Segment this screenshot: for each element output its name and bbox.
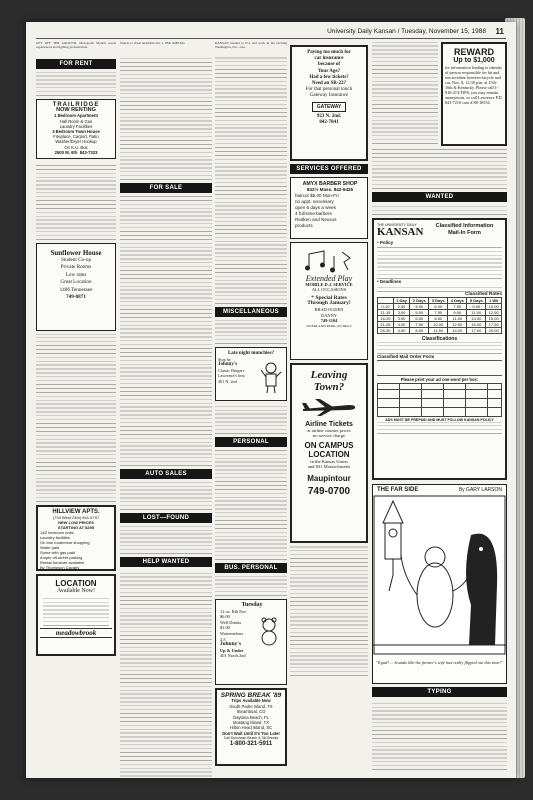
rates-cell: 12.50 [448,322,467,328]
rates-col-header: 3 Days [429,298,448,304]
rates-heading: Classified Rates [464,292,502,297]
ad-line: Your Age? [317,68,341,74]
ad-address: 923 N. 2nd. [316,113,342,119]
ad-bullet: Water paid [40,545,60,550]
ad-bullet: Laundry facilities [40,535,70,540]
chef-illustration [260,360,282,394]
ad-title: Leaving [310,369,348,381]
ad-line: Trips Available Now [231,698,271,704]
ad-phone: 749-0700 [307,486,351,497]
rates-cell: 15.00 [467,322,486,328]
ad-bullet: On bus route/near shopping [40,540,90,545]
meadowbrook-location-ad [36,574,116,656]
policy-text [377,245,502,279]
ad-title: Extended Play [305,274,353,283]
maupintour-logo: Maupintour [307,474,351,483]
ad-line: $1.00 [220,625,230,631]
top-right-area [372,42,507,146]
classified-text: GET OFF THE GROUND. Metropolis Models needs experienced and fighting professionals. [36,42,116,49]
prepaid-notice: ADS MUST BE PREPAID AND MUST FOLLOW KANSAN POLICY [385,418,494,422]
ad-line: Gateway Insurance [309,93,349,99]
ad-line: ALL OCCASIONS [311,287,347,293]
rates-cell: 7.50 [429,310,448,316]
ad-bullet: 4 full-time barbers [295,211,332,216]
ad-line: Daytona Beach, FL [233,714,269,720]
print-instruction: Please print your ad one word per box: [400,377,479,382]
gateway-logo: GATEWAY [312,102,346,112]
rates-cell: 4.50 [410,304,429,310]
ad-line: BRAD OGDEN [314,306,344,312]
classified-text-block [120,570,212,778]
form-subheading: Mail-In Form [448,229,481,236]
ad-address: 401 N. 2nd [218,378,237,384]
ad-body: for information leading to identity of person responsible for hit and run accident between bicycle and car, Nov. 8, 12:30 p.m. at 15th-16th & Kentucky. Please call 1-816-474-TIPS, you may remain anonymous, or call Lawrence P.D. 841-7210 case # 88-10554. [445,65,503,105]
ad-bullet: Some with gas paid [40,550,75,555]
rates-col-header: 4 Days [448,298,467,304]
ad-address: 842½ Mass. 842-9425 [306,187,354,192]
ad-line: Stop by [218,356,231,362]
ad-line: Washer/Dryer Hookup [55,139,97,145]
kansan-logo [377,223,427,238]
masthead-date: University Daily Kansan / Tuesday, November 15, 1988 [327,28,486,35]
ad-title: Late night munchies? [227,351,275,356]
ad-address: 1406 Tennessee [59,286,93,293]
ad-bullet: By Thompson Cavalry [40,565,80,570]
section-head-wanted: WANTED [372,192,507,202]
far-side-comic [372,484,507,684]
ad-line: South Padre Island, TX [229,703,273,709]
form-header [377,223,502,238]
rates-cell: 3.50 [393,316,409,322]
sunflower-house-ad [36,243,116,331]
ad-line: 3 Bedroom Town House [52,129,100,135]
rates-table [377,297,502,334]
rates-cell: 5.50 [410,310,429,316]
classifications-heading: Classifications [421,336,458,342]
trailridge-logo: TRAILRIDGE [52,102,100,108]
ad-bullet: Redken and Nexxus [295,217,337,222]
extended-play-dj-ad [290,242,368,360]
rates-col-header: 1 Day [393,298,409,304]
classified-text-block [36,72,116,96]
rates-cell: 10.00 [486,304,502,310]
ad-line: * Special Rates [311,294,347,301]
hillview-apts-ad [36,505,116,571]
section-head-personal: PERSONAL [215,437,287,447]
ad-line: NEW LOW PRICES [58,520,94,525]
rates-cell: 6.50 [410,316,429,322]
form-heading: Classified Information [435,223,494,229]
ad-phone: 842-7841 [319,120,339,126]
ad-line: Mustang Island, TX [232,720,269,726]
rates-col-header: 2 Days [410,298,429,304]
meadowbrook-logo: meadowbrook [40,628,112,638]
classified-text-block [372,700,507,770]
ad-bullet: open 6 days a week [295,205,336,210]
cartoon-bear-illustration [256,616,282,646]
music-notes-icon [304,248,354,274]
classified-text-block [372,42,438,144]
ad-line: Had a few tickets? [309,74,349,80]
trailridge-ad [36,99,116,159]
ad-line: Johnny's [218,362,238,368]
ad-line: On K.U. Bus [64,144,88,150]
spring-break-ad [215,688,287,766]
ad-subtitle: MOBILE D.J. SERVICE [305,281,353,287]
rates-cell: 8.50 [429,316,448,322]
reward-ad [441,42,507,146]
ad-title: REWARD [454,47,494,57]
ad-title: LOCATION [55,579,97,588]
ad-phone: 843-7333 [79,149,98,155]
comic-header [373,485,506,495]
ad-bullet: Ample off-street parking [40,555,83,560]
kansan-kicker: THE UNIVERSITY DAILY [377,223,417,227]
rates-body [378,304,502,334]
ad-line: no service charge [312,433,346,438]
ad-phone: 749-1104 [320,318,338,324]
ad-line: Call Sunchase Beach & Ski Breaks [223,736,279,741]
section-head-auto-sales: AUTO SALES [120,469,212,479]
section-head-services-offered: SERVICES OFFERED [290,164,368,174]
ad-line: Paying too much for [307,50,351,55]
maupintour-travel-ad [290,363,368,543]
section-head-for-rent: FOR RENT [36,59,116,69]
classified-text: WALK to class! Available Jan. 1. 1BR, $280/Mo. [120,42,186,45]
classified-text-block [372,205,507,215]
johnnys-burgers-ad [215,347,287,401]
section-head-help-wanted: HELP WANTED [120,557,212,567]
rates-cell: 13.00 [467,316,486,322]
column-5 [372,42,507,770]
rates-cell: 0-10 [378,304,394,310]
name-address-fields[interactable] [377,360,502,376]
ad-title: Tuesday [241,602,263,608]
rates-cell: 9.00 [467,304,486,310]
column-4 [290,42,368,770]
ad-line: STARTING AT $295 [57,525,95,530]
column-1 [36,42,116,770]
ad-bullet: no appt. necessary [295,199,334,204]
newspaper-page [26,22,516,778]
rates-cell: 12.50 [486,310,502,316]
ad-line: For that personal touch [305,87,353,93]
rates-cell: 11-15 [378,310,394,316]
rates-cell: 7.50 [410,322,429,328]
rates-cell: 2.50 [393,304,409,310]
ad-line: $6.00 [220,614,230,620]
johnnys-tuesday-ad [215,599,287,685]
classified-text-block [36,162,116,240]
ad-title: Sunflower House [50,249,102,257]
ad-line: because of [317,62,341,68]
ad-phone: 1-800-321-5911 [229,740,273,747]
rates-cell: 11.00 [467,310,486,316]
ad-line: Lawrence's best [218,373,245,379]
rates-cell: 4.00 [393,322,409,328]
ad-phone: (733 West 24th) 841-5797 [52,515,100,520]
classified-text-block [215,404,287,434]
rates-cell: 17.00 [467,328,486,334]
rates-cell: 20.00 [486,328,502,334]
ad-bullet: products [295,223,313,228]
classified-text-block [290,546,368,676]
classified-text-block [215,450,287,560]
ad-line: Great Location [60,279,92,286]
ad-line: LOCATION [308,450,350,459]
ad-line: ON CAMPUS [304,441,354,450]
mail-order-heading: Classified Mail Order Form [377,354,435,359]
ad-line: in the Kansas Union [310,459,348,464]
classified-text-block [120,526,212,554]
rates-cell: 7.50 [448,304,467,310]
rates-cell: 3.00 [393,310,409,316]
ad-line: DANNY [321,312,337,318]
rates-cell: 9.00 [448,310,467,316]
ad-address: 401 North 2nd [220,653,246,659]
ad-line: Student Co-op [60,257,92,263]
rates-cell: 11.50 [429,328,448,334]
ad-line: 2.5 [220,636,226,642]
ad-line: Need an SR-22? [311,81,347,87]
ad-bullet: Rental furniture available [40,560,85,565]
rates-cell: 6.00 [429,304,448,310]
word-box-grid[interactable] [377,383,502,417]
classified-text-block [36,334,116,502]
rates-cell: 15.00 [486,316,502,322]
classifications-list [377,342,502,354]
gateway-insurance-ad [290,45,368,161]
rates-cell: 26-30 [378,328,394,334]
ad-line: Airline Tickets [305,421,353,428]
classified-text-block [372,149,507,189]
rates-col-header: 1 Wk [486,298,502,304]
reward-amount: Up to $1,000 [453,57,495,64]
rates-cell: 4.50 [393,328,409,334]
ad-line: Watermelons [220,630,244,636]
classified-text-block [120,58,212,180]
ad-line: and 831 Massachusetts [307,464,351,469]
rates-header-row [378,298,502,304]
rates-row [378,328,502,334]
ad-bullet: haircut $5.00 Mon-Fri [295,193,339,198]
classified-text-block [215,576,287,596]
rates-cell: 11.00 [448,316,467,322]
rates-cell: 10.00 [429,322,448,328]
section-head-bus-personal: BUS. PERSONAL [215,563,287,573]
ad-line: Don't Wait Until It's Too Late! [222,730,280,736]
ad-title: NOW RENTING [56,107,96,114]
policy-heading: • Policy [377,240,394,245]
ad-line: Johnny's [220,641,242,648]
ad-subtitle: Available Now! [56,588,96,594]
ad-title: SPRING BREAK '89 [220,692,282,699]
classified-text-block [215,320,287,344]
comic-caption: "Egad! ... Sounds like the farmer's wife has really flipped out this time!" [376,660,503,665]
rates-cell: 21-25 [378,322,394,328]
ad-line: 1 Bedroom Apartment [54,113,98,119]
rates-col-header: 5 Days [467,298,486,304]
ad-line: car insurance [314,56,344,62]
header-rule [36,38,506,39]
ad-line: Fireplace, Carport, Patio [53,134,99,140]
ad-line: Hall Room & Gas [59,118,93,124]
ad-line: at airline counter prices [307,428,351,433]
section-head-for-sale: FOR SALE [120,183,212,193]
ad-title: AMYX BARBER SHOP [302,181,358,187]
ad-line: Well Drinks [220,619,242,625]
ad-address: OVERLAND PARK, KS 66212 [306,323,352,328]
classified-text: KANSAN needed to live and work in the exciting Washington, D.C. area. [215,42,287,49]
classified-text-block [120,482,212,510]
page-number: 11 [495,27,504,36]
ad-line: Private Rooms [60,264,92,271]
ad-line: Laundry Facilities [59,123,93,129]
ad-line: Through January! [307,300,351,307]
ad-phone: 749-0871 [66,294,86,301]
section-head-lost-found: LOST—FOUND [120,513,212,523]
comic-title: THE FAR SIDE [377,487,419,493]
section-head-miscellaneous: MISCELLANEOUS [215,307,287,317]
deadline-text [377,284,502,292]
rates-cell: 14.00 [448,328,467,334]
ad-line: 12 oz. Rib Eye [220,608,247,614]
comic-author: By GARY LARSON [458,487,502,493]
rates-cell: 17.50 [486,322,502,328]
ad-line: Hilton Head Island, SC [229,725,273,731]
column-3 [215,42,287,770]
ad-title: HILLVIEW APTS. [52,509,100,515]
kansan-wordmark: KANSAN [377,226,424,238]
ad-address: 2500 W. 6th [54,149,78,155]
kansan-classified-form [372,218,507,480]
ad-line: Classic Burgers [218,367,245,373]
deadline-heading: • Deadlines [377,279,402,284]
ad-line: Steamboat, CO [236,709,266,715]
ad-title: Town? [313,381,345,393]
section-head-typing: TYPING [372,687,507,697]
ad-line: Up & Under [220,647,244,653]
ad-bullet: 1&2 bedroom units [40,530,74,535]
ad-body [43,596,109,626]
far-side-drawing [373,495,506,655]
mailing-address-text [377,422,502,434]
rates-cell: 8.50 [410,328,429,334]
amyx-barber-ad [290,177,368,239]
ad-line: Low rates [65,271,87,278]
classified-text-block [120,196,212,466]
column-2 [120,42,212,770]
classified-text-block [215,56,287,304]
airplane-icon [301,397,357,417]
rates-cell: 16-20 [378,316,394,322]
